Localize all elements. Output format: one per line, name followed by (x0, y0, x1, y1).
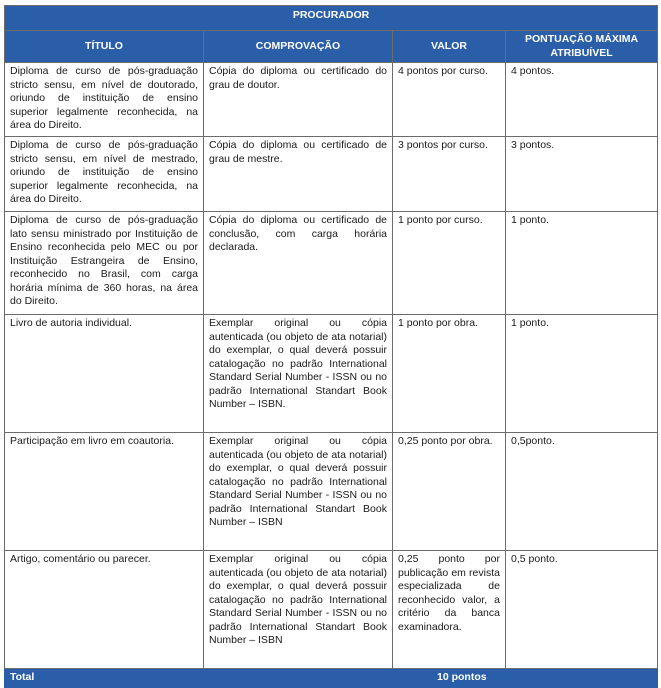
table-row (5, 63, 658, 137)
header-titulo: TÍTULO (5, 31, 204, 63)
cell-pontuacao: 0,5ponto. (506, 433, 658, 551)
cell-titulo: Diploma de curso de pós-graduação stricto sensu, em nível de doutorado, oriundo de instituição de ensino superior legalmente reconhecida, na área do Direito. (5, 63, 204, 137)
cell-comprovacao: Cópia do diploma ou certificado do grau de doutor. (204, 63, 393, 137)
cell-valor: 0,25 ponto por obra. (393, 433, 506, 551)
table-row (5, 315, 658, 433)
banner-row (5, 6, 658, 31)
table-banner: PROCURADOR (5, 6, 658, 31)
cell-comprovacao: Exemplar original ou cópia autenticada (ou objeto de ata notarial) do exemplar, o qual deverá possuir catalogação no padrão International Standard Serial Number - ISSN ou no padrão International Standart Book Number – ISBN. (204, 315, 393, 433)
cell-pontuacao: 0,5 ponto. (506, 551, 658, 669)
cell-pontuacao: 1 ponto. (506, 315, 658, 433)
total-value: 10 pontos (393, 669, 658, 688)
cell-valor: 1 ponto por curso. (393, 212, 506, 315)
header-pontuacao: PONTUAÇÃO MÁXIMA ATRIBUÍVEL (506, 31, 658, 63)
cell-comprovacao: Cópia do diploma ou certificado de conclusão, com carga horária declarada. (204, 212, 393, 315)
cell-titulo: Diploma de curso de pós-graduação lato sensu ministrado por Instituição de Ensino reconhecida pelo MEC ou por Instituição Estrangeira de Ensino, reconhecido no Brasil, com carga horária mínima de 360 horas, na área do Direito. (5, 212, 204, 315)
table-row (5, 433, 658, 551)
cell-valor: 3 pontos por curso. (393, 137, 506, 212)
cell-titulo: Diploma de curso de pós-graduação stricto sensu, em nível de mestrado, oriundo de instituição de ensino superior legalmente reconhecida, na área do Direito. (5, 137, 204, 212)
cell-valor: 1 ponto por obra. (393, 315, 506, 433)
cell-valor: 0,25 ponto por publicação em revista especializada de reconhecido valor, a critério da banca examinadora. (393, 551, 506, 669)
cell-titulo: Livro de autoria individual. (5, 315, 204, 433)
total-label: Total (5, 669, 393, 688)
cell-valor: 4 pontos por curso. (393, 63, 506, 137)
table-row (5, 212, 658, 315)
cell-titulo: Participação em livro em coautoria. (5, 433, 204, 551)
column-header-row (5, 31, 658, 63)
cell-comprovacao: Exemplar original ou cópia autenticada (ou objeto de ata notarial) do exemplar, o qual deverá possuir catalogação no padrão International Standard Serial Number - ISSN ou no padrão International Standart Book Number – ISBN (204, 551, 393, 669)
cell-pontuacao: 3 pontos. (506, 137, 658, 212)
cell-comprovacao: Exemplar original ou cópia autenticada (ou objeto de ata notarial) do exemplar, o qual deverá possuir catalogação no padrão International Standard Serial Number - ISSN ou no padrão International Standart Book Number – ISBN (204, 433, 393, 551)
cell-titulo: Artigo, comentário ou parecer. (5, 551, 204, 669)
cell-pontuacao: 4 pontos. (506, 63, 658, 137)
score-table (4, 5, 658, 688)
header-valor: VALOR (393, 31, 506, 63)
header-comprovacao: COMPROVAÇÃO (204, 31, 393, 63)
table-row (5, 551, 658, 669)
cell-comprovacao: Cópia do diploma ou certificado de grau de mestre. (204, 137, 393, 212)
table-row (5, 137, 658, 212)
cell-pontuacao: 1 ponto. (506, 212, 658, 315)
